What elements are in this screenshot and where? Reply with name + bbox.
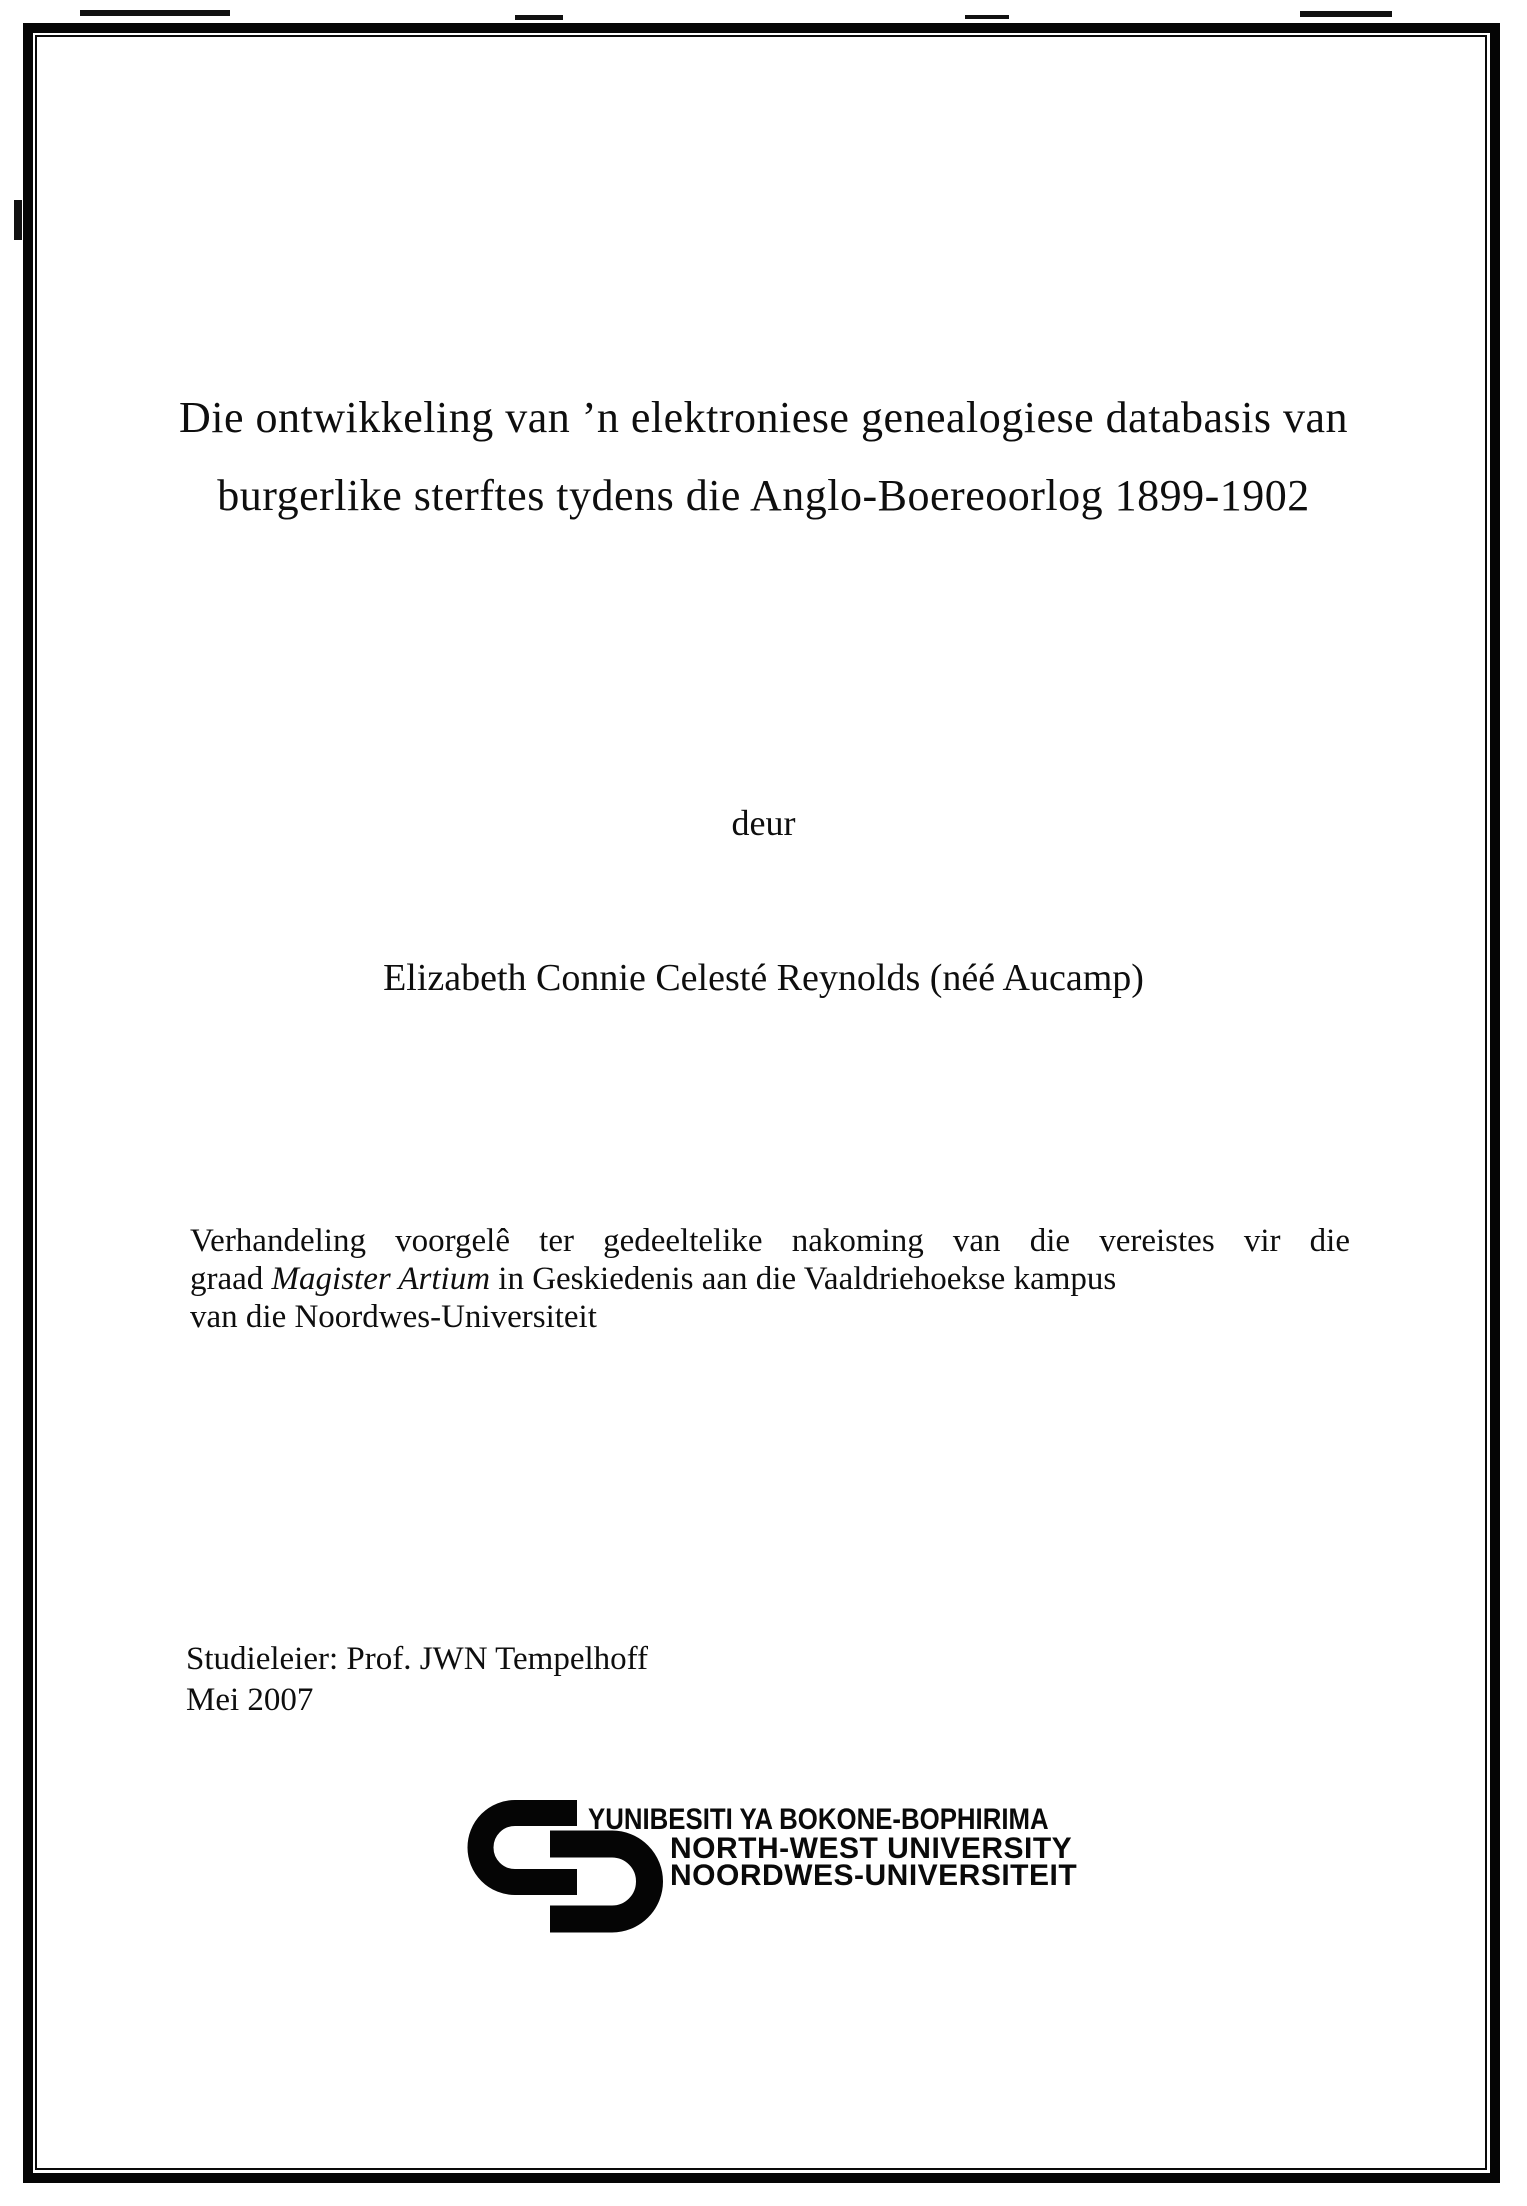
byline: deur [731, 803, 796, 843]
statement-line2 [190, 1260, 1350, 1298]
scan-artifact [1300, 11, 1392, 17]
university-name-afrikaans: NOORDWES-UNIVERSITEIT [670, 1859, 1078, 1892]
thesis-title [0, 379, 1527, 535]
statement-line3: van die Noordwes-Universiteit [190, 1299, 597, 1335]
scan-artifact [965, 15, 1009, 19]
statement-line2-pre: graad [190, 1261, 272, 1297]
scan-artifact [515, 15, 563, 20]
thesis-title-line2: burgerlike sterftes tydens die Anglo-Boereoorlog 1899-1902 [217, 471, 1310, 520]
date-line: Mei 2007 [186, 1682, 314, 1718]
statement-line1: Verhandeling voorgelê ter gedeeltelike nakoming van die vereistes vir die [190, 1223, 1350, 1259]
degree-name: Magister Artium [271, 1261, 491, 1297]
submission-statement [190, 1222, 1350, 1336]
statement-line2-post: in Geskiedenis aan die Vaaldriehoekse kampus [490, 1261, 1117, 1297]
scan-artifact [14, 200, 22, 240]
supervisor-block [186, 1639, 648, 1721]
thesis-title-line1: Die ontwikkeling van ’n elektroniese genealogiese databasis van [178, 393, 1348, 442]
university-name-setswana: YUNIBESITI YA BOKONE-BOPHIRIMA [588, 1803, 1049, 1836]
scan-artifact [80, 10, 230, 16]
author-name: Elizabeth Connie Celesté Reynolds (néé Aucamp) [383, 957, 1144, 999]
supervisor-line: Studieleier: Prof. JWN Tempelhoff [186, 1641, 649, 1677]
university-name-english: NORTH-WEST UNIVERSITY [670, 1832, 1073, 1865]
